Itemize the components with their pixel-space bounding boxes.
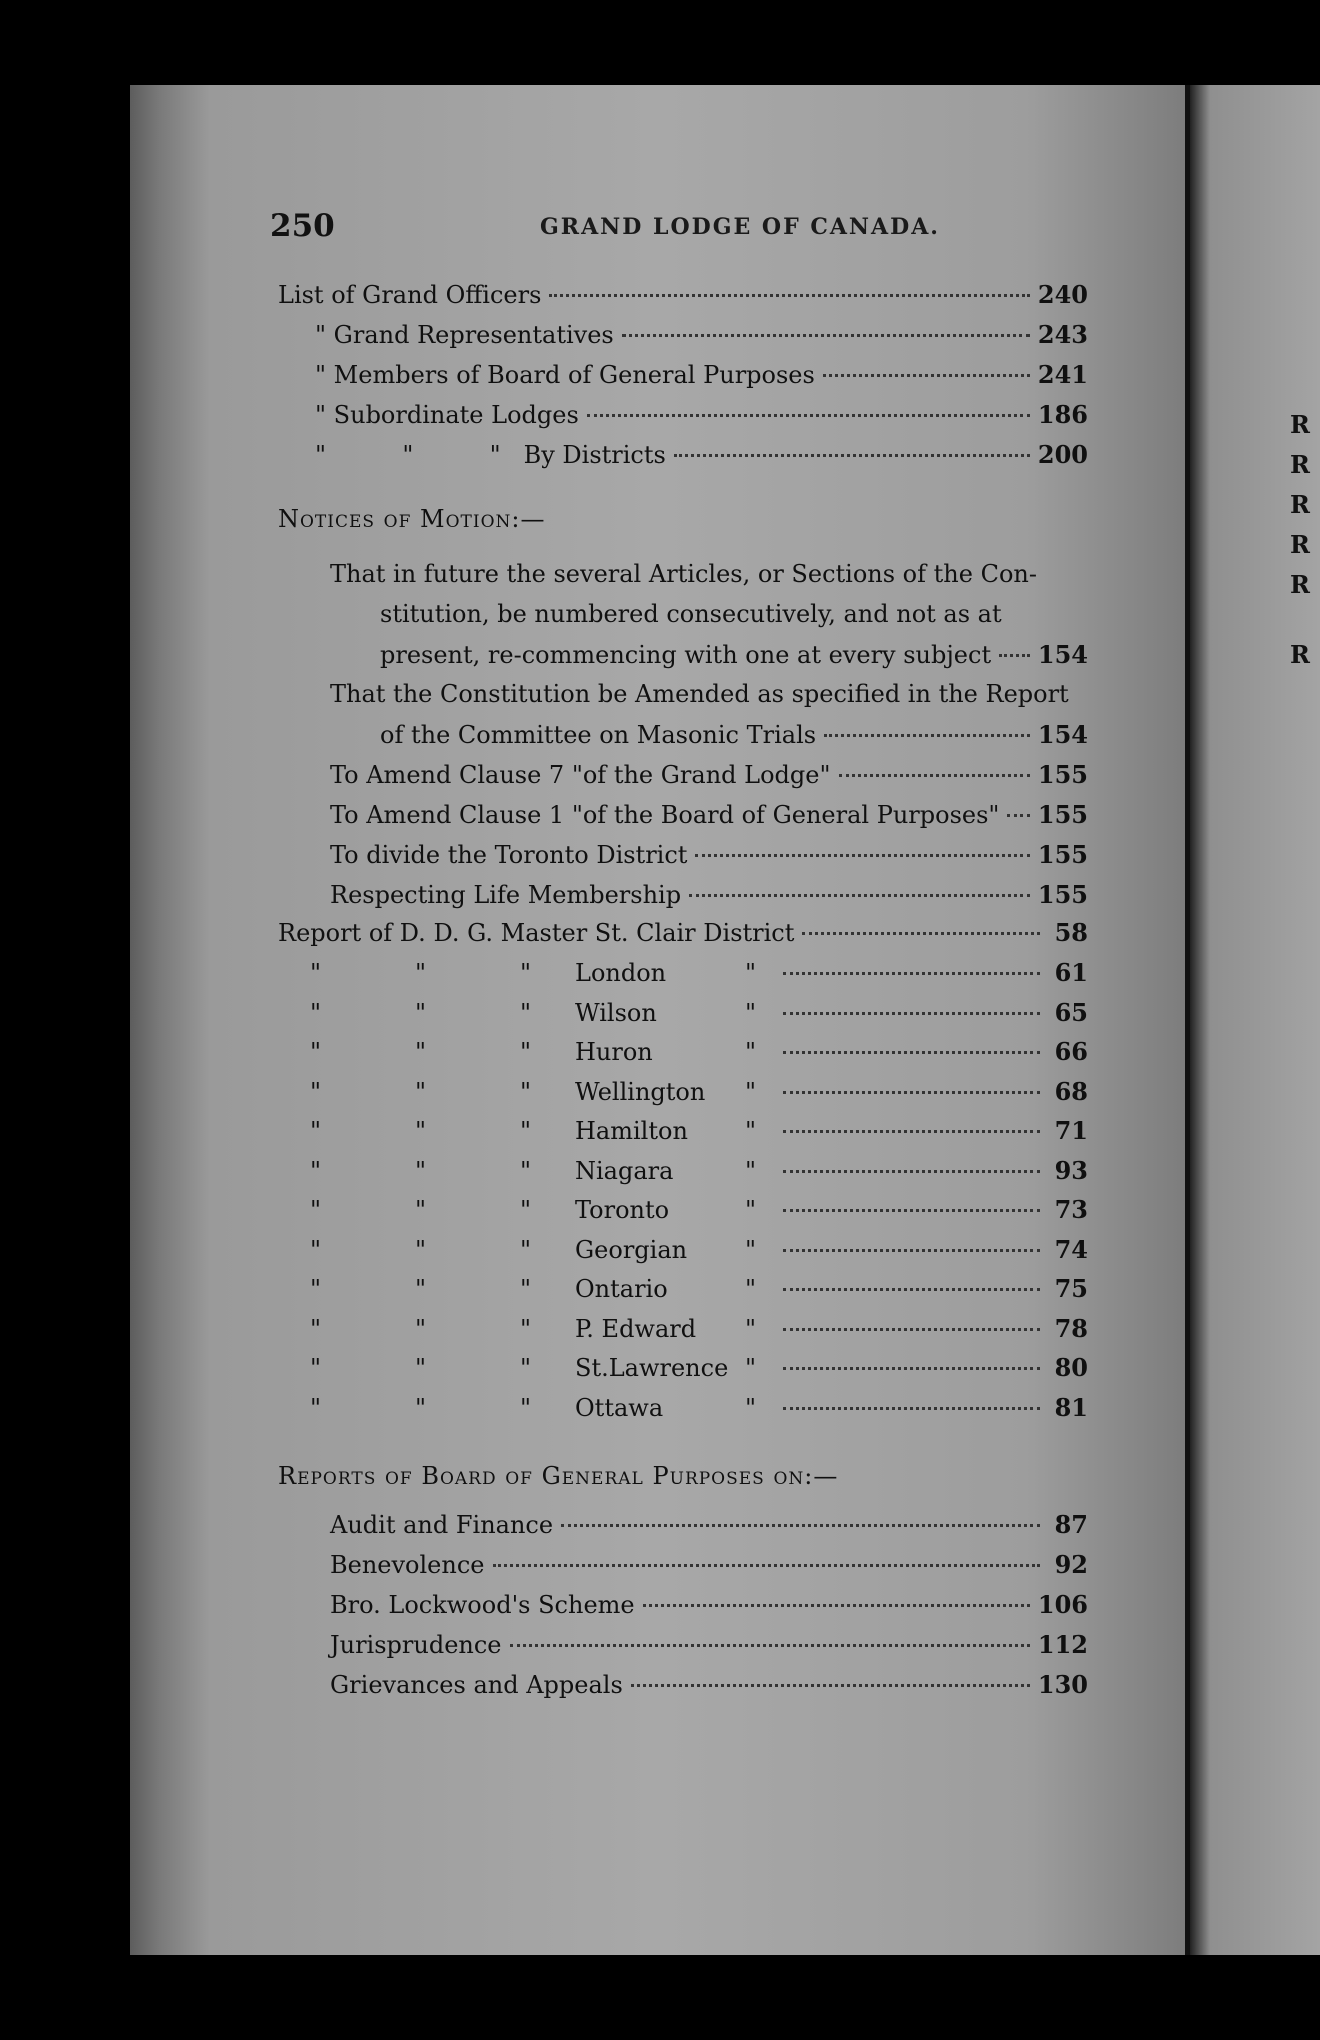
- ditto-mark: ": [520, 1196, 532, 1224]
- page-reference: 61: [1054, 958, 1088, 987]
- district-report-entry: [310, 1353, 1088, 1393]
- ditto-mark: ": [310, 1117, 322, 1145]
- index-entry: Respecting Life Membership 155: [330, 880, 1088, 909]
- dot-leader: [783, 972, 1040, 975]
- district-name: Wilson: [575, 998, 657, 1027]
- ditto-mark: ": [310, 1156, 322, 1185]
- page-reference: 74: [1054, 1234, 1088, 1264]
- ditto-mark: ": [310, 959, 322, 987]
- index-entry: Bro. Lockwood's Scheme 106: [330, 1590, 1088, 1619]
- ditto-mark: ": [415, 959, 427, 987]
- ditto-mark: ": [520, 1354, 532, 1382]
- ditto-mark: ": [520, 1235, 532, 1264]
- ditto-mark: ": [520, 1393, 532, 1422]
- page-reference: 68: [1054, 1076, 1088, 1106]
- page-reference: 81: [1054, 1392, 1088, 1422]
- ditto-mark: ": [415, 1275, 427, 1303]
- ditto-mark: ": [415, 1038, 427, 1066]
- dot-leader: [783, 1407, 1040, 1410]
- ditto-mark: ": [745, 1275, 757, 1303]
- district-name: St.Lawrence: [575, 1354, 729, 1382]
- ditto-mark: ": [310, 1275, 322, 1303]
- adjacent-page-fragment: R: [1290, 450, 1310, 479]
- index-entry: Report of D. D. G. Master St. Clair District 58: [278, 918, 1088, 947]
- district-name: Ontario: [575, 1275, 668, 1303]
- adjacent-page: [1190, 85, 1320, 1955]
- dot-leader: [783, 1328, 1040, 1331]
- district-report-entry: [310, 1156, 1088, 1196]
- index-entry: Grievances and Appeals 130: [330, 1670, 1088, 1699]
- ditto-mark: ": [520, 1275, 532, 1303]
- ditto-mark: ": [415, 1156, 427, 1185]
- index-entry: To Amend Clause 7 "of the Grand Lodge" 155: [330, 760, 1088, 789]
- ditto-mark: ": [520, 1077, 532, 1106]
- index-entry: present, re-commencing with one at every subject 154: [380, 640, 1088, 669]
- ditto-mark: ": [310, 1038, 322, 1066]
- district-report-entry: [310, 1235, 1088, 1275]
- district-report-entry: [310, 1393, 1088, 1433]
- ditto-mark: ": [745, 998, 757, 1027]
- page-reference: 71: [1054, 1116, 1088, 1145]
- running-title: GRAND LODGE OF CANADA.: [540, 214, 940, 240]
- district-name: Huron: [575, 1038, 653, 1066]
- ditto-mark: ": [520, 1038, 532, 1066]
- ditto-mark: ": [745, 1393, 757, 1422]
- page-reference: 75: [1054, 1274, 1088, 1303]
- ditto-mark: ": [310, 1314, 322, 1343]
- ditto-mark: ": [415, 1077, 427, 1106]
- ditto-mark: ": [415, 1117, 427, 1145]
- page-reference: 93: [1054, 1155, 1088, 1185]
- ditto-mark: ": [745, 1038, 757, 1066]
- dot-leader: [783, 1249, 1040, 1252]
- index-entry: To divide the Toronto District 155: [330, 840, 1088, 869]
- ditto-mark: ": [310, 998, 322, 1027]
- index-entry: of the Committee on Masonic Trials 154: [380, 720, 1088, 749]
- index-entry: " Subordinate Lodges 186: [315, 400, 1088, 429]
- dot-leader: [783, 1130, 1040, 1133]
- ditto-mark: ": [520, 959, 532, 987]
- ditto-mark: ": [745, 1354, 757, 1382]
- ditto-mark: ": [310, 1393, 322, 1422]
- index-entry: " Grand Representatives 243: [315, 320, 1088, 349]
- section-heading-notices: Notices of Motion:—: [278, 505, 546, 533]
- district-report-entry: [310, 1037, 1088, 1077]
- adjacent-page-fragment: R: [1290, 490, 1310, 519]
- district-report-entry: [310, 1314, 1088, 1354]
- ditto-mark: ": [415, 1235, 427, 1264]
- ditto-mark: ": [310, 1196, 322, 1224]
- page-number: 250: [270, 208, 335, 244]
- adjacent-page-fragment: R: [1290, 530, 1310, 559]
- adjacent-page-fragment: R: [1290, 410, 1310, 439]
- district-name: Ottawa: [575, 1393, 664, 1422]
- page-reference: 65: [1054, 997, 1088, 1027]
- ditto-mark: ": [745, 1117, 757, 1145]
- dot-leader: [783, 1367, 1040, 1370]
- index-entry: Audit and Finance 87: [330, 1510, 1088, 1539]
- district-name: Wellington: [575, 1077, 706, 1106]
- ditto-mark: ": [520, 1314, 532, 1343]
- district-report-entry: [310, 998, 1088, 1038]
- adjacent-page-fragment: R: [1290, 570, 1310, 599]
- dot-leader: [783, 1091, 1040, 1094]
- ditto-mark: ": [415, 1393, 427, 1422]
- ditto-mark: ": [310, 1354, 322, 1382]
- dot-leader: [783, 1170, 1040, 1173]
- ditto-mark: ": [310, 1235, 322, 1264]
- district-name: Niagara: [575, 1156, 674, 1185]
- motion-line: stitution, be numbered consecutively, and not as at: [380, 600, 1002, 628]
- dot-leader: [783, 1012, 1040, 1015]
- motion-line: That in future the several Articles, or Sections of the Con-: [330, 560, 1037, 588]
- index-entry: List of Grand Officers 240: [278, 280, 1088, 309]
- page-reference: 73: [1054, 1195, 1088, 1224]
- ditto-mark: ": [415, 1354, 427, 1382]
- ditto-mark: ": [745, 1196, 757, 1224]
- ditto-mark: ": [520, 998, 532, 1027]
- district-name: London: [575, 959, 667, 987]
- dot-leader: [783, 1051, 1040, 1054]
- running-header: [270, 208, 1085, 248]
- index-entry: " " " By Districts 200: [315, 440, 1088, 469]
- section-heading-board-reports: Reports of Board of General Purposes on:—: [278, 1462, 839, 1490]
- index-entry: " Members of Board of General Purposes 241: [315, 360, 1088, 389]
- adjacent-page-fragment: R: [1290, 640, 1310, 669]
- district-name: Hamilton: [575, 1117, 688, 1145]
- ditto-mark: ": [745, 1314, 757, 1343]
- ditto-mark: ": [745, 959, 757, 987]
- district-name: Toronto: [575, 1196, 670, 1224]
- district-report-entry: [310, 958, 1088, 998]
- index-entry: To Amend Clause 1 "of the Board of General Purposes" 155: [330, 800, 1088, 829]
- ditto-mark: ": [520, 1156, 532, 1185]
- page-reference: 80: [1054, 1353, 1088, 1382]
- ditto-mark: ": [415, 998, 427, 1027]
- dot-leader: [783, 1288, 1040, 1291]
- district-report-entry: [310, 1116, 1088, 1156]
- index-entry: Jurisprudence 112: [330, 1630, 1088, 1659]
- page-reference: 66: [1054, 1037, 1088, 1066]
- ditto-mark: ": [745, 1156, 757, 1185]
- ditto-mark: ": [520, 1117, 532, 1145]
- dot-leader: [783, 1209, 1040, 1212]
- index-entry: Benevolence 92: [330, 1550, 1088, 1579]
- district-report-entry: [310, 1274, 1088, 1314]
- district-name: P. Edward: [575, 1314, 697, 1343]
- ditto-mark: ": [745, 1077, 757, 1106]
- ditto-mark: ": [415, 1314, 427, 1343]
- ditto-mark: ": [310, 1077, 322, 1106]
- motion-line: That the Constitution be Amended as specified in the Report: [330, 680, 1069, 708]
- district-report-entry: [310, 1077, 1088, 1117]
- ditto-mark: ": [745, 1235, 757, 1264]
- page-reference: 78: [1054, 1313, 1088, 1343]
- ditto-mark: ": [415, 1196, 427, 1224]
- district-name: Georgian: [575, 1235, 688, 1264]
- district-report-entry: [310, 1195, 1088, 1235]
